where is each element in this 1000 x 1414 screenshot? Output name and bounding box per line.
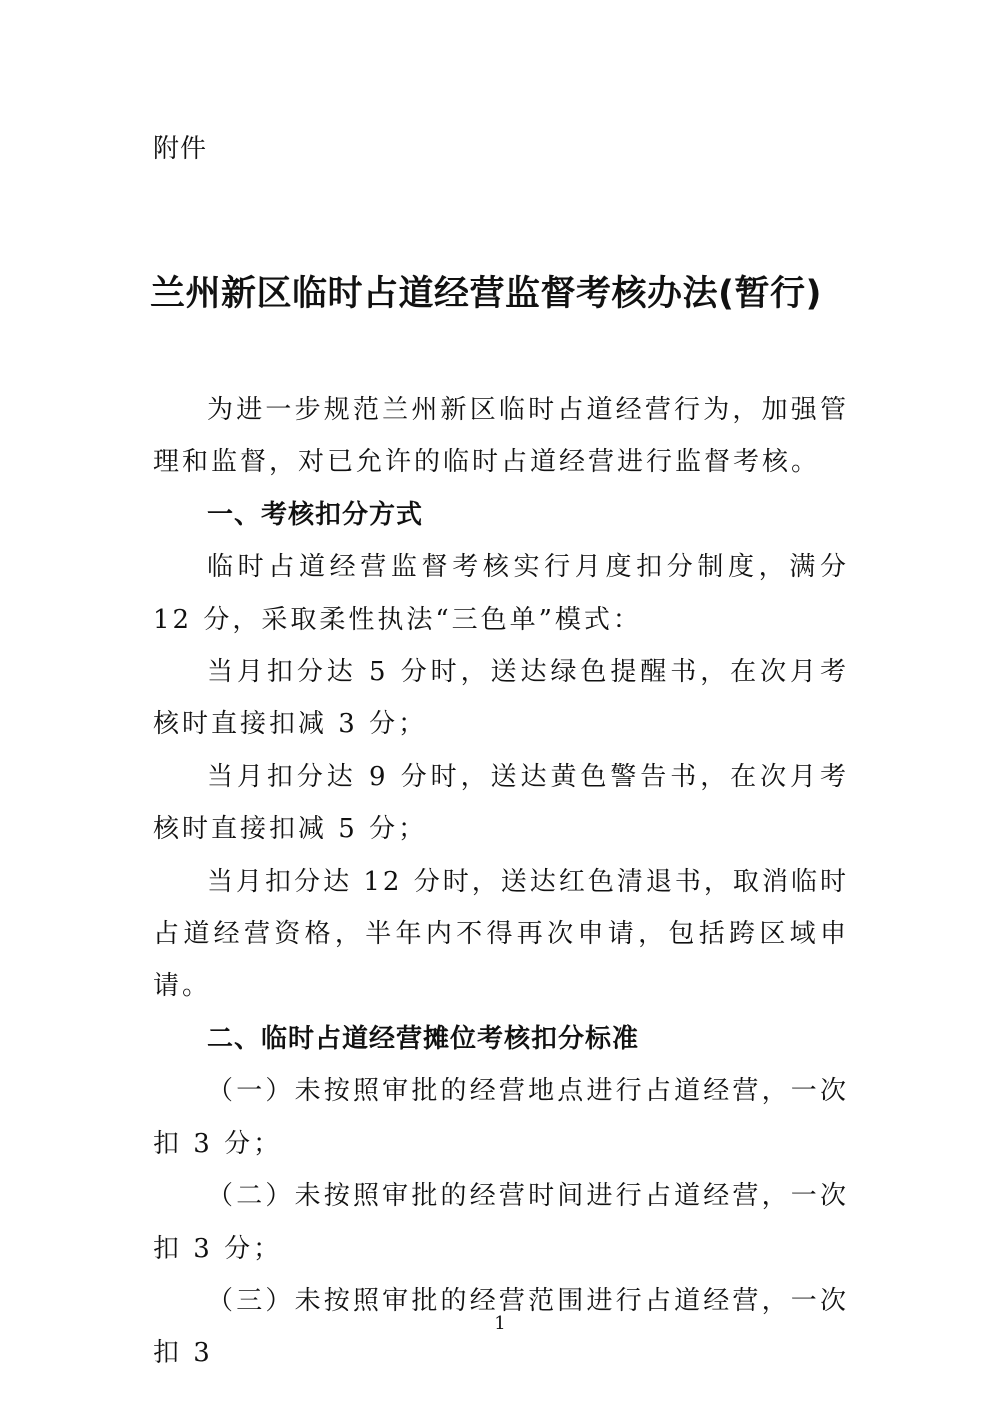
document-body [153,384,849,1380]
body-paragraph: 当月扣分达 12 分时，送达红色清退书，取消临时占道经营资格，半年内不得再次申请，包括跨区域申请。 [153,866,849,1002]
list-item: （三）未按照审批的经营范围进行占道经营，一次扣 3 [153,1285,849,1369]
list-item: （一）未按照审批的经营地点进行占道经营，一次扣 3 分； [153,1076,849,1159]
body-paragraph: 临时占道经营监督考核实行月度扣分制度，满分 12 分，采取柔性执法“三色单”模式： [153,552,849,635]
section-heading-2: 二、临时占道经营摊位考核扣分标准 [207,1023,640,1054]
intro-paragraph: 为进一步规范兰州新区临时占道经营行为，加强管理和监督，对已允许的临时占道经营进行监督考核。 [153,395,849,478]
body-paragraph: 当月扣分达 9 分时，送达黄色警告书，在次月考核时直接扣减 5 分； [153,761,849,845]
attachment-label: 附件 [153,134,208,164]
page-number: 1 [494,1313,506,1334]
section-heading-1: 一、考核扣分方式 [207,499,424,530]
body-paragraph: 当月扣分达 5 分时，送达绿色提醒书，在次月考核时直接扣减 3 分； [153,657,849,740]
document-title: 兰州新区临时占道经营监督考核办法(暂行) [150,274,822,314]
list-item: （二）未按照审批的经营时间进行占道经营，一次扣 3 分； [153,1181,849,1264]
